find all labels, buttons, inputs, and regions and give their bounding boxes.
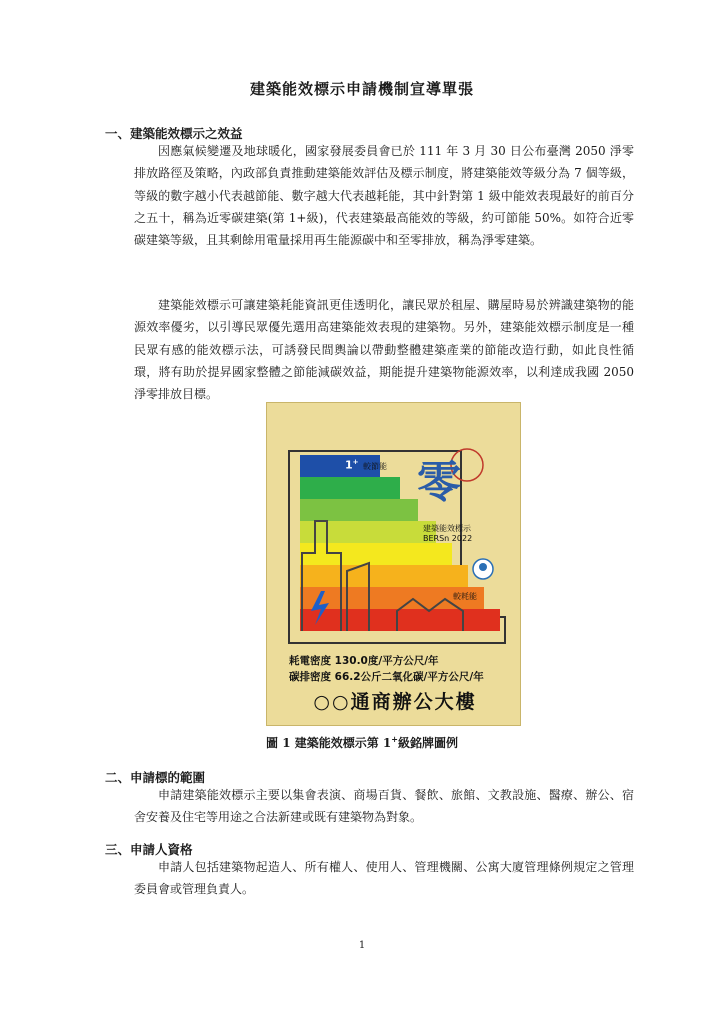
- label-name: 建築能效標示: [423, 524, 471, 533]
- rating-bar-4: [300, 543, 452, 565]
- building-name: ○○通商辦公大樓: [313, 691, 477, 713]
- rating-bar-2: [300, 499, 418, 521]
- consuming-label: 較耗能: [453, 592, 477, 601]
- zero-character: 零: [417, 457, 461, 508]
- rating-bar-7: [300, 609, 500, 631]
- section-heading-benefits: 一、建築能效標示之效益: [105, 126, 243, 141]
- energy-label-figure: [266, 402, 521, 726]
- rating-bar-3: [300, 521, 436, 543]
- figure-caption: 圖 1 建築能效標示第 1+級銘牌圖例: [266, 734, 458, 750]
- carbon-density: 碳排密度 66.2公斤二氧化碳/平方公尺/年: [289, 671, 484, 683]
- label-code: BERSn 2022: [423, 534, 473, 543]
- section-heading-scope: 二、申請標的範圍: [105, 770, 206, 785]
- paragraph-applicant: 申請人包括建築物起造人、所有權人、使用人、管理機關、公寓大廈管理條例規定之管理委員會或管理負責人。: [134, 860, 634, 897]
- paragraph-benefits-2: 建築能效標示可讓建築耗能資訊更佳透明化，讓民眾於租屋、購屋時易於辨識建築物的能源效率優劣，以引導民眾優先選用高建築能效表現的建築物。另外，建築能效標示制度是一種民眾有感的能效標示法，可誘發民間輿論以帶動整體建築產業的節能改造行動，如此良性循環，將有助於提昇國家整體之節能減碳效益，期能提升建築物能源效率，以利達成我國 2050 淨零排放目標。: [134, 298, 634, 402]
- energy-density: 耗電密度 130.0度/平方公尺/年: [289, 655, 439, 667]
- page-number: 1: [358, 940, 366, 951]
- paragraph-scope: 申請建築能效標示主要以集會表演、商場百貨、餐飲、旅館、文教設施、醫療、辦公、宿舍安養及住宅等用途之合法新建或既有建築物為對象。: [134, 788, 634, 825]
- rating-bar-1: [300, 477, 400, 499]
- page-title: 建築能效標示申請機制宣導單張: [249, 80, 474, 98]
- saving-label: 較節能: [363, 462, 387, 471]
- grade-badge: 1+: [345, 458, 359, 472]
- paragraph-benefits-1: 因應氣候變遷及地球暖化，國家發展委員會已於 111 年 3 月 30 日公布臺灣 2050 淨零排放路徑及策略，內政部負責推動建築能效評估及標示制度，將建築能效等級分為 7 個等級，等級的數字越小代表越節能、數字越大代表越耗能，其中針對第 1 級中能效表現最好的前百分之五十，稱為近零碳建築(第 1+級)，代表建築最高能效的等級，約可節能 50%。如符合近零碳建築等級，且其剩餘用電量採用再生能源碳中和至零排放，稱為淨零建築。: [134, 144, 634, 248]
- section-heading-applicant: 三、申請人資格: [105, 842, 193, 857]
- rating-bar-5: [300, 565, 468, 587]
